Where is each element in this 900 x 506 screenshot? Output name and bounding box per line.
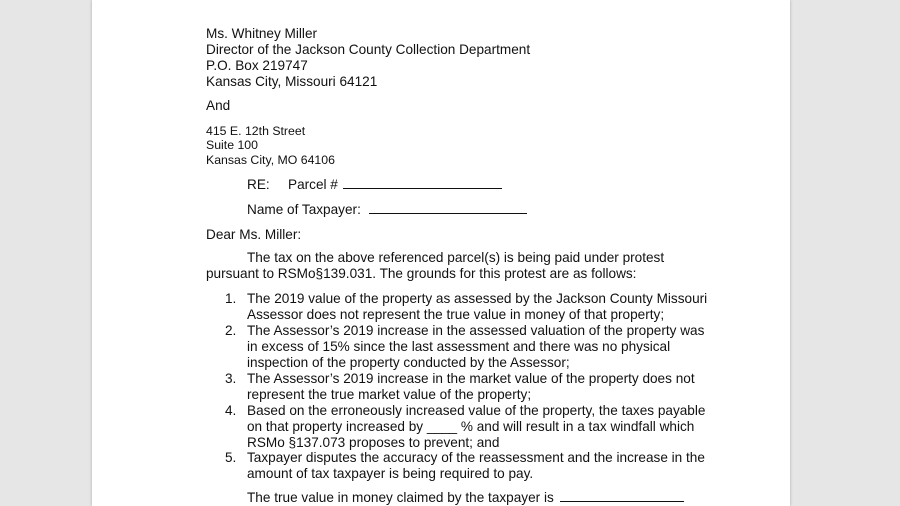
viewer-background-right [790,0,900,506]
list-number: 2. [225,323,237,338]
recipient-name: Ms. Whitney Miller [206,26,318,41]
second-address-suite: Suite 100 [206,138,258,152]
true-value-blank [560,491,684,502]
recipient-city: Kansas City, Missouri 64121 [206,74,378,89]
parcel-number-blank [343,178,502,189]
list-item-line: inspection of the property conducted by the Assessor; [247,355,570,370]
recipient-po-box: P.O. Box 219747 [206,58,308,73]
parcel-label: Parcel # [288,177,338,192]
intro-line: pursuant to RSMo§139.031. The grounds for this protest are as follows: [206,266,637,281]
list-item-line: Based on the erroneously increased value of the property, the taxes payable [247,403,706,418]
and-label: And [206,98,231,113]
list-item-line: RSMo §137.073 proposes to prevent; and [247,435,500,450]
viewer-background-left [0,0,92,506]
second-address-street: 415 E. 12th Street [206,124,306,138]
list-item-line: The 2019 value of the property as assessed by the Jackson County Missouri [247,291,708,306]
list-number: 1. [225,291,237,306]
salutation: Dear Ms. Miller: [206,227,302,242]
recipient-title: Director of the Jackson County Collection Department [206,42,531,57]
list-item-line: Taxpayer disputes the accuracy of the reassessment and the increase in the [247,450,705,465]
list-item-line: represent the true market value of the property; [247,387,532,402]
list-item-line: Assessor does not represent the true value in money of that property; [247,307,665,322]
list-item-line: The Assessor’s 2019 increase in the market value of the property does not [247,371,695,386]
taxpayer-label: Name of Taxpayer: [247,202,361,217]
intro-line: The tax on the above referenced parcel(s) is being paid under protest [247,250,665,265]
re-label: RE: [247,177,270,192]
list-item-line: The Assessor’s 2019 increase in the assessed valuation of the property was [247,323,705,338]
document-page [92,0,790,506]
list-number: 5. [225,450,237,465]
list-item-line: amount of tax taxpayer is being required to pay. [247,466,534,481]
list-number: 3. [225,371,237,386]
second-address-city: Kansas City, MO 64106 [206,153,335,167]
list-number: 4. [225,403,237,418]
taxpayer-name-blank [369,203,527,214]
true-value-label: The true value in money claimed by the taxpayer is [247,490,554,505]
list-item-line: on that property increased by ____ % and will result in a tax windfall which [247,419,695,434]
list-item-line: in excess of 15% since the last assessment and there was no physical [247,339,671,354]
